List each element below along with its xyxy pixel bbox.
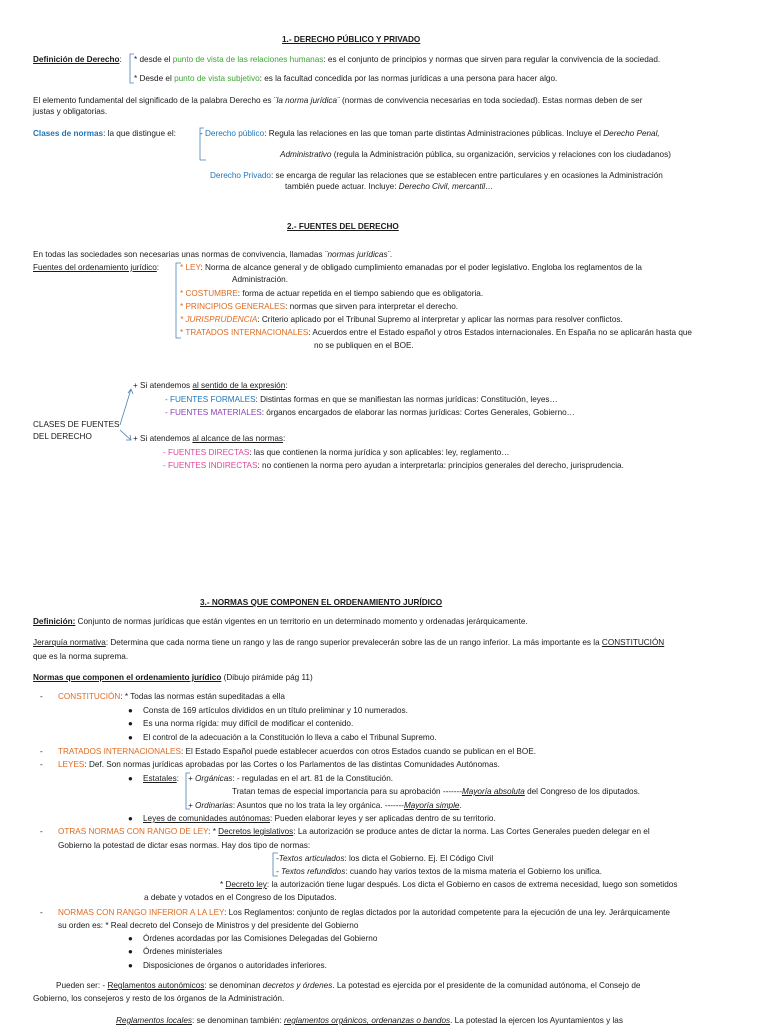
leyes-estatales: Estatales: (143, 774, 179, 783)
def-line-a: * desde el punto de vista de las relaciones humanas: es el conjunto de principios y normas que sirven para regular la convivencia de la sociedad. (134, 55, 661, 64)
bullet-dot: ● (128, 774, 133, 783)
reglamentos-locales: Reglamentos locales: se denominan también: reglamentos orgánicos, ordenanzas o bandos. La potestad la ejercen los Ayuntamientos y las (116, 1016, 623, 1025)
bracket-fuentes (176, 263, 181, 338)
decreto-ley: * Decreto ley: la autorización tiene lugar después. Los dicta el Gobierno en casos de extrema necesidad, luego son sometidos (220, 880, 678, 889)
leyes-ordinarias: + Ordinarias: Asuntos que no los trata la ley orgánica. -------Mayoría simple. (188, 801, 462, 810)
fuentes-indirectas: - FUENTES INDIRECTAS: no contienen la norma pero ayudan a interpretarla: principios generales del derecho, jurisprudencia. (163, 461, 624, 470)
jerarquia-normativa: Jerarquía normativa: Determina que cada norma tiene un rango y las de rango superior prevalecerán sobre las de un rango inferior. La más importante es la CONSTITUCIÓN (33, 638, 665, 647)
dash-marker: - (40, 747, 43, 756)
arrow-down (120, 430, 131, 440)
definicion-derecho: Definición de Derecho: (33, 55, 122, 64)
def-b-highlight: punto de vista subjetivo (174, 74, 260, 83)
section3-heading: 3.- NORMAS QUE COMPONEN EL ORDENAMIENTO JURÍDICO (200, 598, 443, 607)
clases-normas: Clases de normas: la que distingue el: (33, 129, 176, 138)
fuentes-materiales: - FUENTES MATERIALES: órganos encargados de elaborar las normas jurídicas: Cortes Generales, Gobierno… (165, 408, 575, 417)
dash-marker: - (40, 827, 43, 836)
textos-articulados: -Textos articulados: los dicta el Gobierno. Ej. El Código Civil (276, 854, 494, 863)
decreto-ley-line2: a debate y votados en el Congreso de los Diputados. (144, 893, 337, 902)
norma-tratados: TRATADOS INTERNACIONALES: El Estado Español puede establecer acuerdos con otros Estados cuando se publican en el BOE. (58, 747, 537, 756)
clases-label: Clases de normas (33, 129, 104, 138)
otras-normas-line2: Gobierno la potestad de dictar esas normas. Hay dos tipo de normas: (58, 841, 311, 850)
bullet-dot: ● (128, 961, 133, 970)
section1-heading: 1.- DERECHO PÚBLICO Y PRIVADO (282, 35, 421, 44)
leyes-ccaa: Leyes de comunidades autónomas: Pueden elaborar leyes y ser aplicadas dentro de su territorio. (143, 814, 496, 823)
arrow-up (120, 389, 131, 425)
derecho-publico: - Derecho público: Regula las relaciones en las que toman parte distintas Administraciones públicas. Incluye el Derecho Penal, (200, 129, 660, 138)
const-bullet-1: Consta de 169 artículos divididos en un título preliminar y 10 numerados. (143, 706, 408, 715)
fuente-principios: * PRINCIPIOS GENERALES: normas que sirven para interpretar el derecho. (180, 302, 459, 311)
clases-fuentes-l2: DEL DERECHO (33, 432, 92, 441)
sentido-expresion: + Si atendemos al sentido de la expresión: (133, 381, 288, 390)
elemento-paragraph: El elemento fundamental del significado de la palabra Derecho es ¨la norma jurídica¨ (normas de convivencia necesarias en toda sociedad). Estas normas deben de ser (33, 96, 643, 105)
leyes-organicas: + Orgánicas: - reguladas en el art. 81 de la Constitución. (188, 774, 394, 783)
derecho-publico-line2: Administrativo (regula la Administración pública, su organización, servicios y relaciones con los ciudadanos) (280, 150, 671, 159)
def-a-highlight: punto de vista de las relaciones humanas (172, 55, 324, 64)
fuentes-label: Fuentes del ordenamiento jurídico (33, 263, 157, 272)
inf-bullet-3: Disposiciones de órganos o autoridades inferiores. (143, 961, 327, 970)
alcance-normas: + Si atendemos al alcance de las normas: (133, 434, 286, 443)
s2-intro: En todas las sociedades son necesarias unas normas de convivencia, llamadas ¨normas jurídicas¨. (33, 250, 393, 259)
fuente-ley: * LEY: Norma de alcance general y de obligado cumplimiento emanadas por el poder legislativo. Engloba los reglamentos de la (180, 263, 642, 272)
fuente-tratados-line2: no se publiquen en el BOE. (314, 341, 414, 350)
bullet-dot: ● (128, 719, 133, 728)
normas-inferior-line2: su orden es: * Real decreto del Consejo de Ministros y del presidente del Gobierno (58, 921, 359, 930)
def-label: Definición de Derecho (33, 55, 120, 64)
bullet-dot: ● (128, 947, 133, 956)
bracket-estatales (186, 773, 190, 809)
const-bullet-2: Es una norma rígida: muy difícil de modificar el contenido. (143, 719, 354, 728)
const-bullet-3: El control de la adecuación a la Constitución lo lleva a cabo el Tribunal Supremo. (143, 733, 437, 742)
normas-componen: Normas que componen el ordenamiento jurídico (Dibujo pirámide pág 11) (33, 673, 313, 682)
reglamentos-autonomicos: Pueden ser: - Reglamentos autonómicos: se denominan decretos y órdenes. La potestad es ejercida por el presidente de la comunidad autónoma, el Consejo de (56, 981, 641, 990)
fuente-ley-line2: Administración. (232, 275, 288, 284)
fuente-tratados: * TRATADOS INTERNACIONALES: Acuerdos entre el Estado español y otros Estados internacionales. En España no se aplicarán hasta que (180, 328, 692, 337)
clases-fuentes-l1: CLASES DE FUENTES (33, 420, 120, 429)
section2-heading: 2.- FUENTES DEL DERECHO (287, 222, 399, 231)
norma-constitucion: CONSTITUCIÓN: * Todas las normas están supeditadas a ella (58, 692, 285, 701)
fuente-costumbre: * COSTUMBRE: forma de actuar repetida en el tiempo sabiendo que es obligatoria. (180, 289, 484, 298)
normas-inferior: NORMAS CON RANGO INFERIOR A LA LEY: Los Reglamentos: conjunto de reglas dictados por la autoridad competente para la ejecución de una ley. Jerárquicamente (58, 908, 670, 917)
fuentes-directas: - FUENTES DIRECTAS: las que contienen la norma jurídica y son aplicables: ley, reglamento… (163, 448, 510, 457)
elemento-line2: justas y obligatorias. (33, 107, 108, 116)
priv-label: Derecho Privado (210, 171, 271, 180)
bullet-dot: ● (128, 706, 133, 715)
textos-refundidos: - Textos refundidos: cuando hay varios textos de la misma materia el Gobierno los unifica. (276, 867, 603, 876)
bracket-textos (273, 853, 278, 876)
pub-label: Derecho público (205, 129, 265, 138)
fuentes-formales: - FUENTES FORMALES: Distintas formas en que se manifiestan las normas jurídicas: Constitución, leyes… (165, 395, 558, 404)
dash-marker: - (40, 908, 43, 917)
s3-definicion: Definición: Conjunto de normas jurídicas que están vigentes en un territorio en un determinado momento y ordenadas jerárquicamente. (33, 617, 528, 626)
bullet-dot: ● (128, 733, 133, 742)
derecho-privado: Derecho Privado: se encarga de regular las relaciones que se establecen entre particulares y en ocasiones la Administración (210, 171, 663, 180)
leyes-organicas-line2: Tratan temas de especial importancia para su aprobación -------Mayoría absoluta del Congreso de los diputados. (232, 787, 640, 796)
inf-bullet-1: Órdenes acordadas por las Comisiones Delegadas del Gobierno (143, 934, 378, 943)
def-line-b: * Desde el punto de vista subjetivo: es la facultad concedida por las normas jurídicas a una persona para hacer algo. (134, 74, 558, 83)
derecho-privado-line2: también puede actuar. Incluye: Derecho Civil, mercantil… (285, 182, 494, 191)
norma-leyes: LEYES: Def. Son normas jurídicas aprobadas por las Cortes o los Parlamentos de las distintas Comunidades Autónomas. (58, 760, 500, 769)
bullet-dot: ● (128, 814, 133, 823)
bracket-clases (200, 128, 206, 160)
bracket-definicion (130, 54, 134, 83)
otras-normas: OTRAS NORMAS CON RANGO DE LEY: * Decretos legislativos: La autorización se produce antes de dictar la norma. Las Cortes Generales pueden delegar en el (58, 827, 650, 836)
reglamentos-autonomicos-line2: Gobierno, los consejeros y resto de los órganos de la Administración. (33, 994, 285, 1003)
jerarquia-line2: que es la norma suprema. (33, 652, 129, 661)
fuente-jurisprudencia: * JURISPRUDENCIA: Criterio aplicado por el Tribunal Supremo al interpretar y aplicar las normas para resolver conflictos. (180, 315, 623, 324)
dash-marker: - (40, 692, 43, 701)
inf-bullet-2: Órdenes ministeriales (143, 947, 223, 956)
dash-marker: - (40, 760, 43, 769)
fuentes-label-line: Fuentes del ordenamiento jurídico: (33, 263, 160, 272)
bullet-dot: ● (128, 934, 133, 943)
